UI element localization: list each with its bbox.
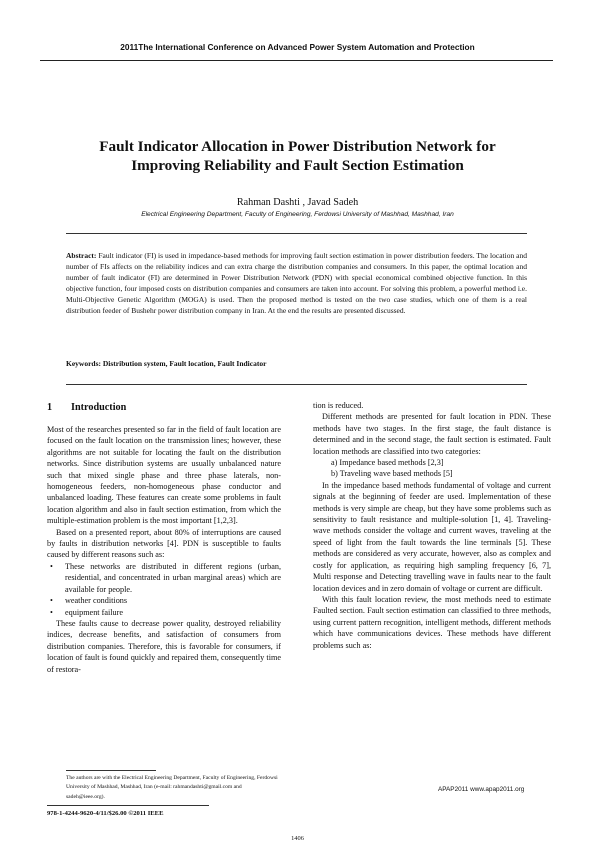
intro-paragraph-1: Most of the researches presented so far in the field of fault location are focused on the fault location on the transmission lines; however, these algorithms are not suitable for locating the fault on the distribution networks. Since distribution systems are usually unbalanced nature such that mixed single phase and three phase laterals, non-homogeneous feeders, non-homogeneous phase conductor and unbalanced loading. These features can create some problems in fault location algorithm and also in fault section estimation, from which the multiple-estimation problem is the most important [1,2,3]. — [47, 425, 281, 526]
conference-header: 2011The International Conference on Advanced Power System Automation and Protection — [120, 42, 475, 52]
methods-paragraph: Different methods are presented for fault location in PDN. These methods have two stages. In the first stage, the fault distance is determined and in the second stage, the fault section is estimated. Fault location methods are classified into two categories: — [313, 412, 551, 456]
list-item — [47, 607, 281, 618]
title-line-2: Improving Reliability and Fault Section Estimation — [131, 157, 464, 174]
abstract-top-rule — [66, 233, 527, 234]
isbn-line: 978-1-4244-9620-4/11/$26.00 ©2011 IEEE — [47, 810, 164, 817]
section-title: Introduction — [71, 402, 127, 413]
authors: Rahman Dashti , Javad Sadeh — [236, 197, 359, 208]
list-item — [47, 595, 281, 606]
title-line-1: Fault Indicator Allocation in Power Distribution Network for — [99, 138, 496, 155]
intro-paragraph-3: These faults cause to decrease power quality, destroyed reliability indices, decrease benefits, and satisfaction of consumers from distribution companies. Therefore, this is favorable for consumers, if location of fault is found quickly and repaired them, consequently time of restora- — [47, 618, 281, 674]
impedance-paragraph: In the impedance based methods fundamental of voltage and current signals at the beginning of feeder are used. Implementation of these methods is very simple are cheap, but they have some problems such as sensitivity to fault resistance and multiple-solution [1, 4]. Traveling-wave methods consider the voltage and current waves, traveling at the speed of light from the fault towards the line terminals [5]. These methods are considered as very accurate, however, also as complex and costly for application, as requiring high sampling frequency [6, 7], Multi response and Detecting travelling wave in faults near to the fault location devices and in zero domain of voltage or current are difficult. — [313, 480, 551, 593]
keywords-rule — [66, 384, 527, 385]
intro-paragraph-2: Based on a presented report, about 80% of interruptions are caused by faults in distribution networks [4]. PDN is susceptible to faults caused by different reasons such as: — [47, 527, 281, 560]
bullet-icon: • — [50, 596, 53, 606]
section-number: 1 — [47, 402, 53, 413]
abstract-label: Abstract: — [66, 251, 97, 260]
cause-list — [47, 561, 281, 618]
page-number: 1406 — [291, 835, 304, 842]
affiliation: Electrical Engineering Department, Faculty of Engineering, Ferdowsi University of Mashhad, Mashhad, Iran — [141, 211, 454, 218]
bullet-icon: • — [50, 561, 53, 571]
list-item-text: equipment failure — [65, 607, 123, 617]
isbn-rule — [47, 805, 209, 806]
footnote-rule — [66, 770, 156, 771]
keywords: Keywords: Distribution system, Fault location, Fault Indicator — [66, 359, 267, 368]
left-column — [47, 424, 281, 675]
apap-website: APAP2011 www.apap2011.org — [438, 786, 525, 793]
section-heading — [47, 402, 126, 413]
paper-title — [60, 137, 535, 175]
list-item-text: These networks are distributed in different regions (urban, residential, and concentrated in urban marginal areas) which are available for people. — [65, 561, 281, 594]
right-column — [313, 400, 551, 651]
method-item-b: b) Traveling wave based methods [5] — [331, 469, 453, 479]
header-rule — [40, 60, 553, 61]
bullet-icon: • — [50, 607, 53, 617]
footnote: The authors are with the Electrical Engineering Department, Faculty of Engineering, Ferdowsi University of Mashhad, Mashhad, Iran (e-mail: rahmandashti@gmail.com and sadeh@ieee.org). — [66, 775, 278, 800]
method-item-a: a) Impedance based methods [2,3] — [331, 458, 444, 468]
abstract-text: Fault indicator (FI) is used in impedance-based methods for improving fault section estimation in power distribution feeders. The location and number of FIs affects on the reliability indices and can extra charge the distribution companies and consumers. In this paper, the optimal location and number of fault indicator (FI) are determined in Power Distribution Network (PDN) with special economical combined objective function. In this objective function, four imposed costs on distribution companies and consumers are taken into account. For solving this problem, a powerful method i.e. Multi-Objective Genetic Algorithm (MOGA) is used. Then the proposed method is tested on the two case studies, which one of them is a real distribution feeder of Bushehr power distribution company in Iran. At the end the results are presented discussed. — [66, 251, 527, 316]
review-paragraph: With this fault location review, the most methods need to estimate Faulted section. Fault section estimation can classified to three methods, using current pattern recognition, intelligent methods, different methods which have communications devices. These methods have different problems such as: — [313, 594, 551, 650]
list-item — [47, 561, 281, 595]
abstract — [66, 250, 527, 317]
continued-paragraph: tion is reduced. — [313, 401, 364, 410]
list-item-text: weather conditions — [65, 596, 128, 606]
